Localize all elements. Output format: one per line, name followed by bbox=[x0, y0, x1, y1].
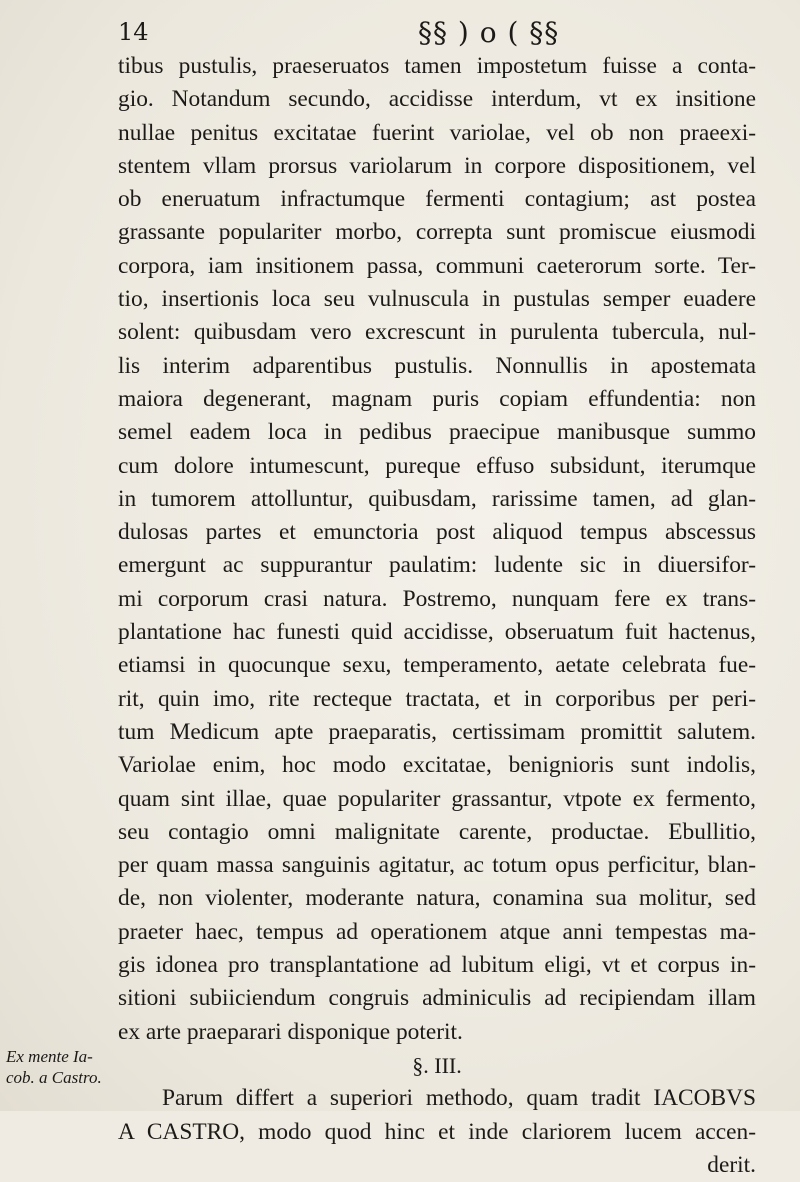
text-line: solent: quibusdam vero excrescunt in purulenta tubercula, nul- bbox=[118, 319, 756, 346]
text-line: cum dolore intumescunt, pureque effuso subsidunt, iterumque bbox=[118, 452, 756, 479]
text-line: tibus pustulis, praeseruatos tamen impostetum fuisse a conta- bbox=[118, 53, 756, 79]
text-line-content: Parum differt a superiori methodo, quam tradit IACOBVS bbox=[162, 1085, 756, 1112]
body-text bbox=[118, 50, 756, 1182]
section-heading: §. III. bbox=[412, 1052, 462, 1078]
text-line: in tumorem attolluntur, quibusdam, rarissime tamen, ad glan- bbox=[118, 485, 756, 512]
text-line: praeter haec, tempus ad operationem atque anni tempestas ma- bbox=[118, 918, 756, 945]
margin-note-line: Ex mente Ia- bbox=[6, 1047, 93, 1066]
text-line: dulosas partes et emunctoria post aliquod tempus abscessus bbox=[118, 519, 756, 546]
text-line: lis interim adparentibus pustulis. Nonnullis in apostemata bbox=[118, 352, 756, 379]
text-line: tio, insertionis loca seu vulnuscula in pustulas semper euadere bbox=[118, 286, 756, 313]
text-line: A CASTRO, modo quod hinc et inde clariorem lucem accen- bbox=[118, 1118, 756, 1145]
text-line: Variolae enim, hoc modo excitatae, benignioris sunt indolis, bbox=[118, 752, 756, 779]
text-line: maiora degenerant, magnam puris copiam effundentia: non bbox=[118, 385, 756, 412]
text-line: corpora, iam insitionem passa, communi caeterorum sorte. Ter- bbox=[118, 252, 756, 279]
text-line: ob eneruatum infractumque fermenti contagium; ast postea bbox=[118, 186, 756, 213]
text-line: gis idonea pro transplantatione ad lubitum eligi, vt et corpus in- bbox=[118, 952, 756, 979]
text-line bbox=[118, 1016, 756, 1049]
text-line: plantatione hac funesti quid accidisse, obseruatum fuit hactenus, bbox=[118, 619, 756, 646]
margin-note-line: cob. a Castro. bbox=[6, 1068, 102, 1087]
text-line: sitioni subiiciendum congruis adminiculis ad recipiendam illam bbox=[118, 985, 756, 1012]
text-line: gio. Notandum secundo, accidisse interdum, vt ex insitione bbox=[118, 86, 756, 113]
text-line: rit, quin imo, rite recteque tractata, et in corporibus per peri- bbox=[118, 685, 756, 712]
text-line: nullae penitus excitatae fuerint variolae, vel ob non praeexi- bbox=[118, 119, 756, 146]
text-line: per quam massa sanguinis agitatur, ac totum opus perficitur, blan- bbox=[118, 852, 756, 879]
text-line: emergunt ac suppurantur paulatim: ludente sic in diuersifor- bbox=[118, 552, 756, 579]
text-line: mi corporum crasi natura. Postremo, nunquam fere ex trans- bbox=[118, 585, 756, 612]
text-line: etiamsi in quocunque sexu, temperamento, aetate celebrata fue- bbox=[118, 652, 756, 679]
text-line: de, non violenter, moderante natura, conamina sua molitur, sed bbox=[118, 885, 756, 912]
text-line: stentem vllam prorsus variolarum in corpore dispositionem, vel bbox=[118, 152, 756, 179]
text-line-content: ex arte praeparari disponique poterit. bbox=[118, 1018, 463, 1045]
header-ornament: §§ ) o ( §§ bbox=[418, 16, 560, 49]
text-line: seu contagio omni malignitate carente, productae. Ebullitio, bbox=[118, 818, 756, 845]
margin-note bbox=[6, 1046, 106, 1088]
text-line: grassante populariter morbo, correpta sunt promiscue eiusmodi bbox=[118, 219, 756, 246]
text-line: quam sint illae, quae populariter grassantur, vtpote ex fermento, bbox=[118, 785, 756, 812]
page-header bbox=[118, 14, 748, 54]
text-line: tum Medicum apte praeparatis, certissimam promittit salutem. bbox=[118, 718, 756, 745]
text-line: derit. bbox=[707, 1151, 756, 1178]
page-number: 14 bbox=[118, 18, 149, 46]
text-line: semel eadem loca in pedibus praecipue manibusque summo bbox=[118, 419, 756, 446]
